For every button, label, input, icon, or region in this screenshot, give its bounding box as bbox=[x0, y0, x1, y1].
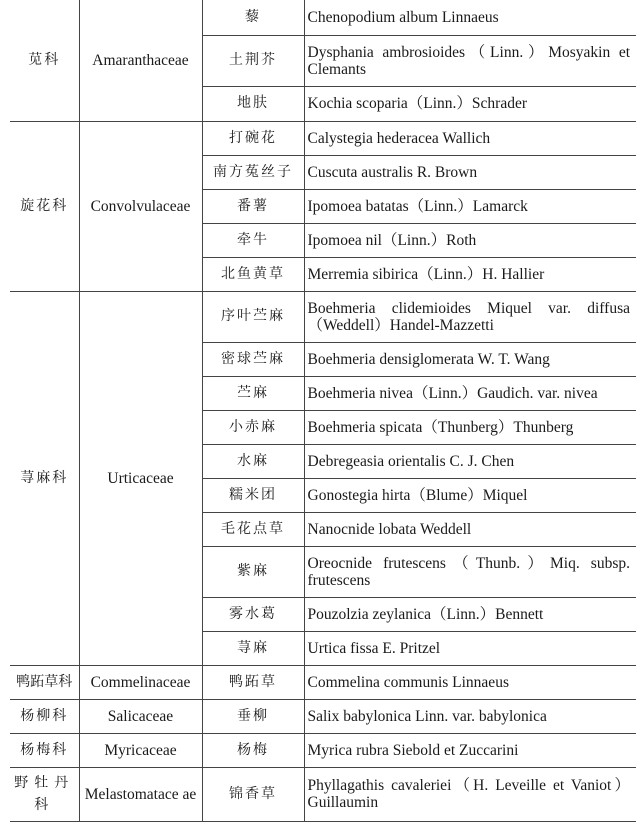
species-chinese-name: 锦香草 bbox=[202, 767, 304, 821]
species-chinese-name: 密球苎麻 bbox=[202, 342, 304, 376]
family-chinese-name: 旋花科 bbox=[10, 121, 79, 291]
species-chinese-name: 序叶苎麻 bbox=[202, 291, 304, 342]
family-chinese-name: 杨柳科 bbox=[10, 699, 79, 733]
species-latin-name: Debregeasia orientalis C. J. Chen bbox=[304, 444, 636, 478]
species-chinese-name: 藜 bbox=[202, 0, 304, 35]
species-latin-name: Ipomoea batatas（Linn.）Lamarck bbox=[304, 189, 636, 223]
species-table-body bbox=[10, 0, 636, 821]
species-latin-name: Ipomoea nil（Linn.）Roth bbox=[304, 223, 636, 257]
species-chinese-name: 荨麻 bbox=[202, 631, 304, 665]
species-chinese-name: 地肤 bbox=[202, 86, 304, 121]
species-chinese-name: 番薯 bbox=[202, 189, 304, 223]
family-latin-name: Melastomatace ae bbox=[79, 767, 202, 821]
species-chinese-name: 南方菟丝子 bbox=[202, 155, 304, 189]
table-row bbox=[10, 733, 636, 767]
family-latin-name: Amaranthaceae bbox=[79, 0, 202, 121]
family-chinese-name: 杨梅科 bbox=[10, 733, 79, 767]
table-row bbox=[10, 0, 636, 35]
family-chinese-name: 鸭跖草科 bbox=[10, 665, 79, 699]
family-latin-name: Commelinaceae bbox=[79, 665, 202, 699]
species-chinese-name: 毛花点草 bbox=[202, 512, 304, 546]
species-chinese-name: 苎麻 bbox=[202, 376, 304, 410]
family-chinese-name: 荨麻科 bbox=[10, 291, 79, 665]
species-latin-name: Salix babylonica Linn. var. babylonica bbox=[304, 699, 636, 733]
table-row bbox=[10, 699, 636, 733]
species-latin-name: Phyllagathis cavaleriei（H. Leveille et Vaniot）Guillaumin bbox=[304, 767, 636, 821]
family-latin-name: Salicaceae bbox=[79, 699, 202, 733]
species-latin-name: Boehmeria densiglomerata W. T. Wang bbox=[304, 342, 636, 376]
species-chinese-name: 紫麻 bbox=[202, 546, 304, 597]
species-chinese-name: 打碗花 bbox=[202, 121, 304, 155]
family-latin-name: Myricaceae bbox=[79, 733, 202, 767]
species-latin-name: Myrica rubra Siebold et Zuccarini bbox=[304, 733, 636, 767]
species-latin-name: Boehmeria nivea（Linn.）Gaudich. var. nivea bbox=[304, 376, 636, 410]
family-latin-name: Urticaceae bbox=[79, 291, 202, 665]
family-chinese-name: 野牡丹科 bbox=[10, 767, 79, 821]
species-chinese-name: 北鱼黄草 bbox=[202, 257, 304, 291]
table-row bbox=[10, 665, 636, 699]
species-chinese-name: 垂柳 bbox=[202, 699, 304, 733]
species-latin-name: Boehmeria spicata（Thunberg）Thunberg bbox=[304, 410, 636, 444]
species-latin-name: Calystegia hederacea Wallich bbox=[304, 121, 636, 155]
species-latin-name: Kochia scoparia（Linn.）Schrader bbox=[304, 86, 636, 121]
species-latin-name: Commelina communis Linnaeus bbox=[304, 665, 636, 699]
species-latin-name: Dysphania ambrosioides（Linn.）Mosyakin et Clemants bbox=[304, 35, 636, 86]
species-chinese-name: 小赤麻 bbox=[202, 410, 304, 444]
species-latin-name: Cuscuta australis R. Brown bbox=[304, 155, 636, 189]
family-latin-name: Convolvulaceae bbox=[79, 121, 202, 291]
species-latin-name: Gonostegia hirta（Blume）Miquel bbox=[304, 478, 636, 512]
table-row bbox=[10, 291, 636, 342]
family-chinese-name: 苋科 bbox=[10, 0, 79, 121]
species-latin-name: Merremia sibirica（Linn.）H. Hallier bbox=[304, 257, 636, 291]
species-latin-name: Boehmeria clidemioides Miquel var. diffusa（Weddell）Handel-Mazzetti bbox=[304, 291, 636, 342]
species-chinese-name: 糯米团 bbox=[202, 478, 304, 512]
species-chinese-name: 水麻 bbox=[202, 444, 304, 478]
species-latin-name: Oreocnide frutescens（Thunb.）Miq. subsp. frutescens bbox=[304, 546, 636, 597]
table-row bbox=[10, 767, 636, 821]
species-latin-name: Pouzolzia zeylanica（Linn.）Bennett bbox=[304, 597, 636, 631]
species-chinese-name: 鸭跖草 bbox=[202, 665, 304, 699]
species-latin-name: Urtica fissa E. Pritzel bbox=[304, 631, 636, 665]
species-table bbox=[10, 0, 636, 822]
species-latin-name: Nanocnide lobata Weddell bbox=[304, 512, 636, 546]
species-chinese-name: 土荆芥 bbox=[202, 35, 304, 86]
species-latin-name: Chenopodium album Linnaeus bbox=[304, 0, 636, 35]
table-row bbox=[10, 121, 636, 155]
species-chinese-name: 牵牛 bbox=[202, 223, 304, 257]
species-chinese-name: 杨梅 bbox=[202, 733, 304, 767]
species-chinese-name: 雾水葛 bbox=[202, 597, 304, 631]
